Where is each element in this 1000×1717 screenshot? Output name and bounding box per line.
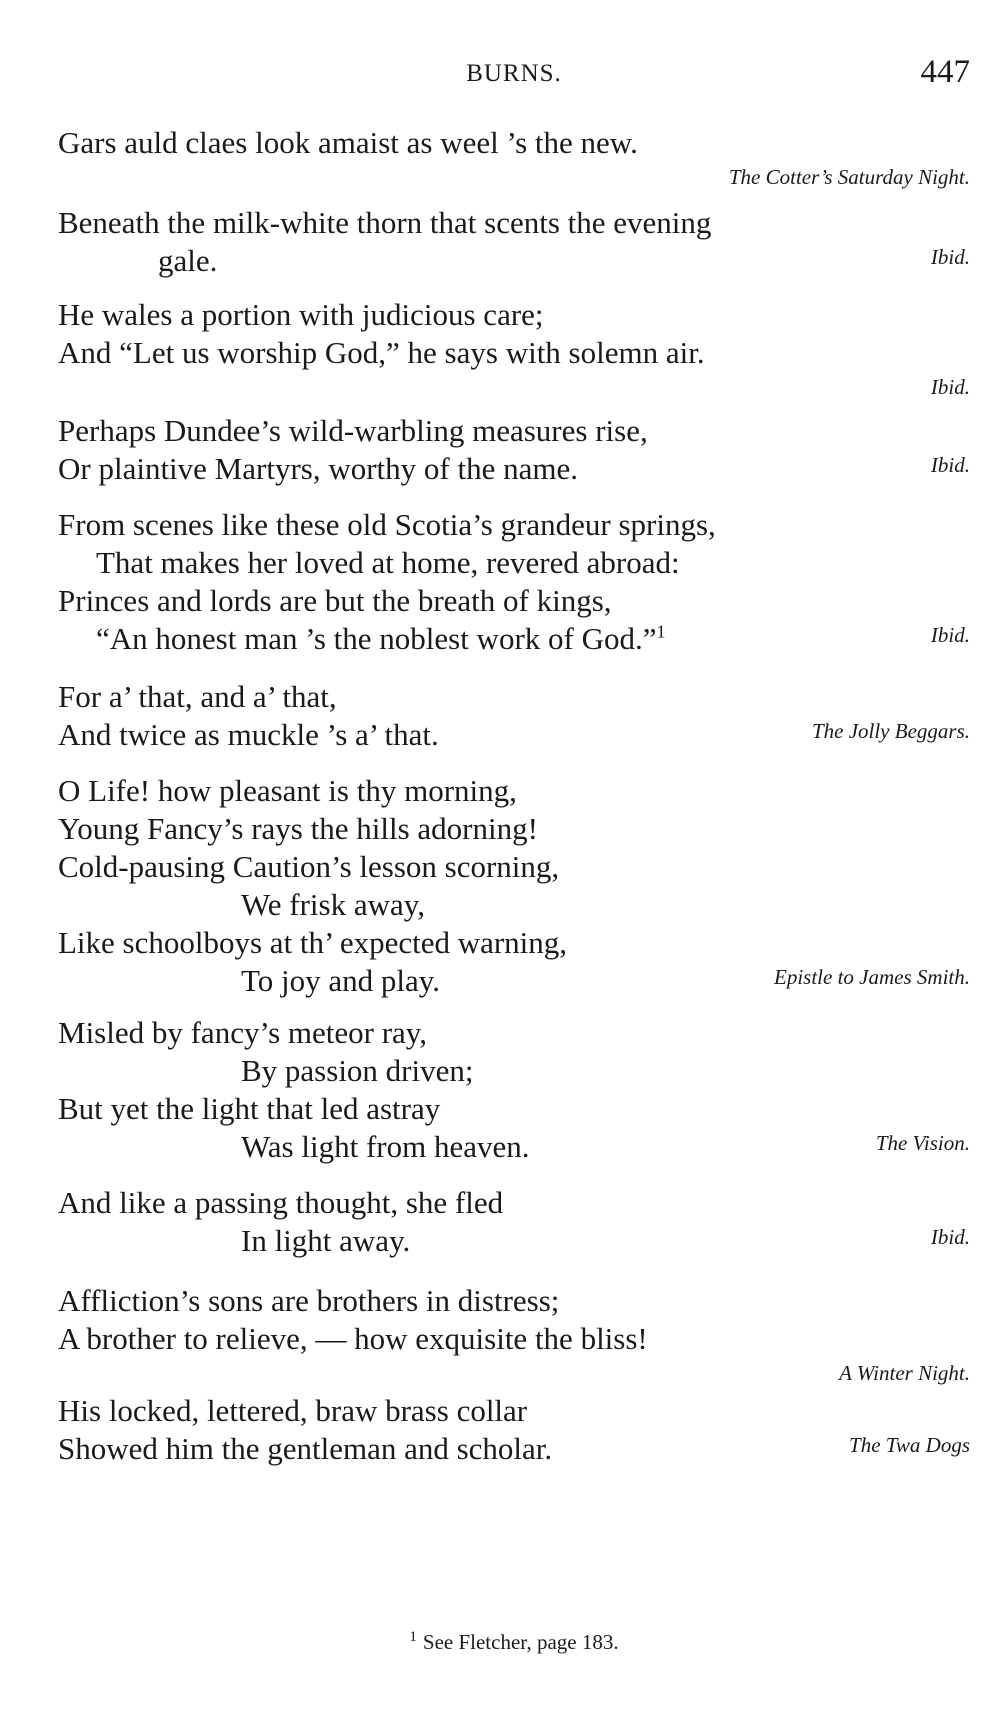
quote-source: A Winter Night. (839, 1361, 970, 1385)
quote-twa-dogs (58, 1392, 970, 1468)
quote-line: “An honest man ’s the noblest work of God.” (96, 621, 657, 656)
quote-line: Was light from heaven. (241, 1129, 530, 1164)
quote-line: Or plaintive Martyrs, worthy of the name. (58, 451, 578, 486)
quote-source: Ibid. (930, 623, 970, 647)
quote-jolly-beggars (58, 678, 970, 754)
quote-line: But yet the light that led astray (58, 1091, 441, 1126)
quote-line: By passion driven; (241, 1053, 474, 1088)
quote-line: To joy and play. (241, 963, 441, 998)
quote-line: Misled by fancy’s meteor ray, (58, 1015, 428, 1050)
quote-cotters-1 (58, 124, 970, 192)
quote-line: Cold-pausing Caution’s lesson scorning, (58, 849, 560, 884)
quote-cotters-3 (58, 296, 970, 402)
footnote-mark: 1 (656, 621, 666, 642)
quote-cotters-2 (58, 204, 970, 280)
quote-line: For a’ that, and a’ that, (58, 679, 337, 714)
quote-source: The Cotter’s Saturday Night. (728, 165, 970, 189)
quote-line: And twice as muckle ’s a’ that. (58, 717, 439, 752)
quote-line: From scenes like these old Scotia’s grandeur springs, (58, 507, 716, 542)
quote-line: Beneath the milk-white thorn that scents the evening (58, 205, 712, 240)
quote-source: Ibid. (930, 245, 970, 269)
quote-source: Ibid. (930, 453, 970, 477)
quote-source: The Vision. (875, 1131, 970, 1155)
quote-line: Young Fancy’s rays the hills adorning! (58, 811, 538, 846)
footnote (58, 1630, 970, 1655)
quote-line: And “Let us worship God,” he says with solemn air. (58, 335, 705, 370)
quote-line: He wales a portion with judicious care; (58, 297, 544, 332)
quote-line: Perhaps Dundee’s wild-warbling measures rise, (58, 413, 648, 448)
quote-line: We frisk away, (241, 887, 426, 922)
page-header (58, 54, 970, 94)
quote-line: His locked, lettered, braw brass collar (58, 1393, 528, 1428)
page-number: 447 (920, 54, 970, 90)
quote-line: Gars auld claes look amaist as weel ’s the new. (58, 125, 638, 160)
footnote-number: 1 (409, 1629, 417, 1645)
quote-line: A brother to relieve, — how exquisite the bliss! (58, 1321, 648, 1356)
quote-source: Ibid. (930, 1225, 970, 1249)
quote-line: That makes her loved at home, revered abroad: (96, 545, 680, 580)
quote-line: Princes and lords are but the breath of kings, (58, 583, 612, 618)
quote-vision (58, 1014, 970, 1166)
quote-winter-night (58, 1282, 970, 1388)
quote-line: Showed him the gentleman and scholar. (58, 1431, 553, 1466)
quote-line: Affliction’s sons are brothers in distress; (58, 1283, 560, 1318)
quote-line: In light away. (241, 1223, 411, 1258)
quote-cotters-5 (58, 506, 970, 658)
footnote-text: See Fletcher, page 183. (422, 1630, 619, 1654)
quote-source: Epistle to James Smith. (774, 965, 970, 989)
quote-source: The Jolly Beggars. (811, 719, 970, 743)
quote-line: O Life! how pleasant is thy morning, (58, 773, 517, 808)
quote-line: gale. (158, 243, 218, 278)
book-page (58, 0, 970, 1717)
quote-source: The Twa Dogs (849, 1433, 970, 1457)
quote-line: And like a passing thought, she fled (58, 1185, 504, 1220)
running-head: BURNS. (466, 60, 562, 87)
quote-epistle (58, 772, 970, 1000)
quote-cotters-4 (58, 412, 970, 488)
quote-source: Ibid. (930, 375, 970, 399)
quote-vision-ibid (58, 1184, 970, 1260)
quote-line: Like schoolboys at th’ expected warning, (58, 925, 568, 960)
